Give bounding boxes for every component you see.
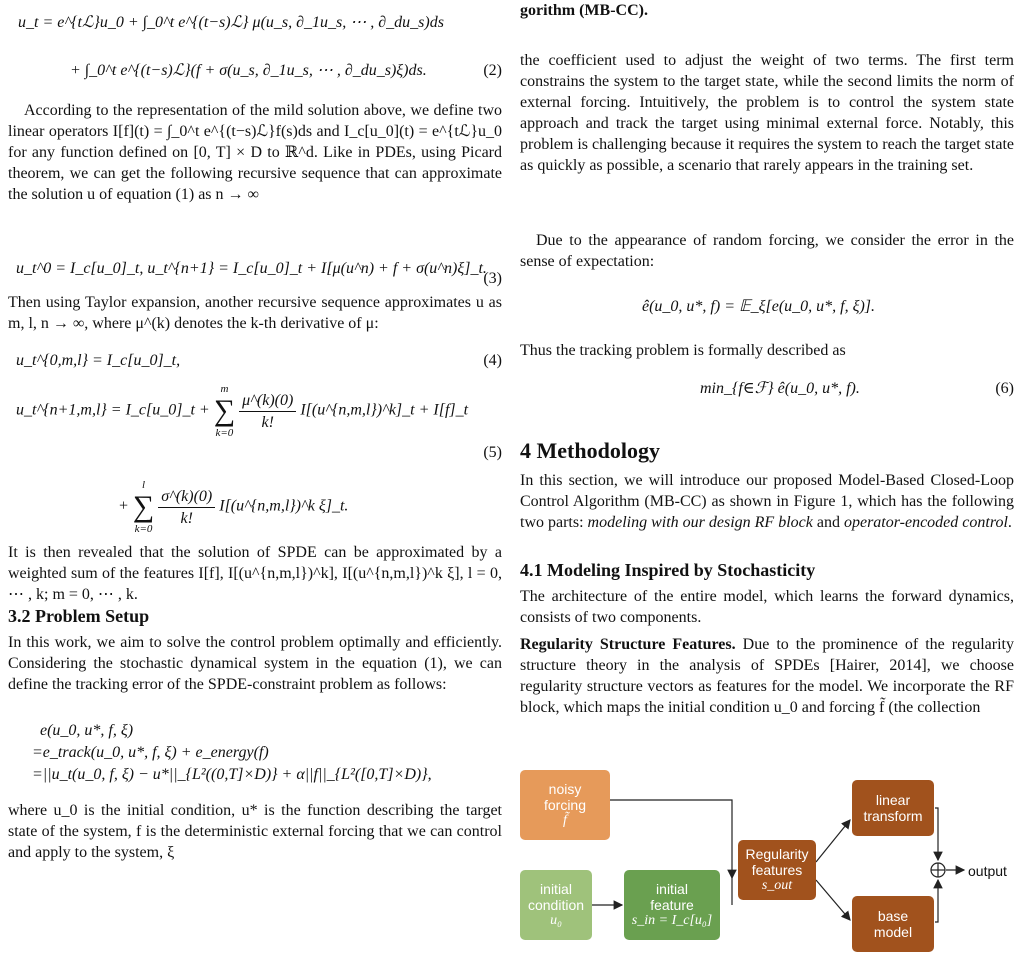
error-equation-line-2: =e_track(u_0, u*, f, ξ) + e_energy(f) <box>32 744 269 761</box>
equation-2-line-2: + ∫_0^t e^{(t−s)ℒ}(f + σ(u_s, ∂_1u_s, ⋯ , ∂_du_s)ξ)ds. (2) <box>70 62 502 79</box>
equation-5-line-1: u_t^{n+1,m,l} = I_c[u_0]_t + m ∑ k=0 $\frac{\mu\^{}(k)(0)}{k!}$ I[(u^{n,m,l})^k]_t + I[f]_t <box>16 383 469 439</box>
noisy-forcing-block: noisy forcing f̃ <box>520 770 610 840</box>
section-heading-4-1: 4.1 Modeling Inspired by Stochasticity <box>520 560 816 580</box>
equation-5-line-2: + l ∑ k=0 $\frac{\sigma\^{}(k)(0)}{k!}$ I[(u^{n,m,l})^k ξ]_t. <box>118 479 349 535</box>
initial-feature-block: initial feature s_in = I_c[u₀] <box>624 870 720 940</box>
equation-number: (6) <box>995 380 1014 397</box>
fraction: $\frac{\sigma\^{}(k)(0)}{k!}$ <box>158 486 215 529</box>
initial-condition-block: initial condition u₀ <box>520 870 592 940</box>
paragraph-operators: According to the representation of the mild solution above, we define two linear operators I[f](t) = ∫_0^t e^{(t−s)ℒ}f(s)ds and I_c[u_0](t) = e^{tℒ}u_0 for any function defined on [0, T] × D to ℝ^d. Like in PDEs, using Picard theorem, we can get the following recursive sequence that can approximate the solution u of equation (1) as n → ∞ <box>8 102 502 203</box>
paragraph-problem-setup: In this work, we aim to solve the control problem optimally and efficiently. Considering the stochastic dynamical system in the equation (1), we can define the tracking error of the SPDE-constraint problem as follows: <box>8 634 502 693</box>
equation-number: (5) <box>483 444 502 461</box>
error-equation-line-1: e(u_0, u*, f, ξ) <box>40 722 134 739</box>
summation-symbol: l ∑ k=0 <box>132 479 155 535</box>
output-label: output <box>968 863 1007 879</box>
paragraph-coefficient: the coefficient used to adjust the weight of two terms. The first term constrains the system to the target state, while the second limits the norm of external forcing. Intuitively, the problem is to control the system state approach and track the target using minimal external force. Notably, this problem is challenging because it requires the system to reach the target state as quickly as possible, a scenario that rarely appears in the training set. <box>520 52 1014 174</box>
equation-number: (2) <box>483 62 502 79</box>
regularity-features-block: Regularity features s_out <box>738 840 816 900</box>
equation-3: u_t^0 = I_c[u_0]_t, u_t^{n+1} = I_c[u_0]_t + I[μ(u^n) + f + σ(u^n)ξ]_t. <box>16 260 487 277</box>
equation-number: (4) <box>483 352 502 369</box>
error-equation-line-3: =||u_t(u_0, f, ξ) − u*||_{L²((0,T]×D)} + α||f||_{L²([0,T]×D)}, <box>32 766 432 783</box>
equation-6: min_{f∈ℱ} ê(u_0, u*, f). <box>700 380 860 397</box>
paragraph-where: where u_0 is the initial condition, u* is the function describing the target state of the system, f is the deterministic external forcing that we can control and apply to the system, ξ <box>8 802 502 861</box>
linear-transform-block: linear transform <box>852 780 934 836</box>
section-heading-4: 4 Methodology <box>520 438 660 463</box>
summation-symbol: m ∑ k=0 <box>213 383 236 439</box>
equation-2-line-1: u_t = e^{tℒ}u_0 + ∫_0^t e^{(t−s)ℒ} μ(u_s, ∂_1u_s, ⋯ , ∂_du_s)ds <box>18 14 444 31</box>
paragraph-tracking: Thus the tracking problem is formally described as <box>520 342 846 359</box>
equation-number: (3) <box>483 270 502 287</box>
paragraph-architecture: The architecture of the entire model, which learns the forward dynamics, consists of two components. <box>520 588 1014 626</box>
figure-1-diagram <box>520 770 1020 960</box>
figure-caption-tail: gorithm (MB-CC). <box>520 2 648 19</box>
paragraph-spde-approx: It is then revealed that the solution of SPDE can be approximated by a weighted sum of the features I[f], I[(u^{n,m,l})^k], I[(u^{n,m,l})^k ξ], l = 0, ⋯ , k; m = 0, ⋯ , k. <box>8 544 502 603</box>
paragraph-regularity: Regularity Structure Features. Due to the prominence of the regularity structure theory in the analysis of SPDEs [Hairer, 2014], we choose regularity structure vectors as features for the model. We incorporate the RF block, which maps the initial condition u_0 and forcing f̃ (the collection <box>520 636 1014 716</box>
paragraph-taylor: Then using Taylor expansion, another recursive sequence approximates u as m, l, n → ∞, where μ^(k) denotes the k-th derivative of μ: <box>8 294 502 332</box>
section-heading-3-2: 3.2 Problem Setup <box>8 606 150 626</box>
base-model-block: base model <box>852 896 934 952</box>
paragraph-expectation: Due to the appearance of random forcing, we consider the error in the sense of expectation: <box>520 232 1014 270</box>
paragraph-methodology: In this section, we will introduce our proposed Model-Based Closed-Loop Control Algorithm (MB-CC) as shown in Figure 1, which has the following two parts: modeling with our design RF block and operator-encoded control. <box>520 472 1014 531</box>
expected-error-equation: ê(u_0, u*, f) = 𝔼_ξ[e(u_0, u*, f, ξ)]. <box>642 298 876 315</box>
equation-4: u_t^{0,m,l} = I_c[u_0]_t, <box>16 352 181 369</box>
fraction: $\frac{\mu\^{}(k)(0)}{k!}$ <box>239 390 296 433</box>
